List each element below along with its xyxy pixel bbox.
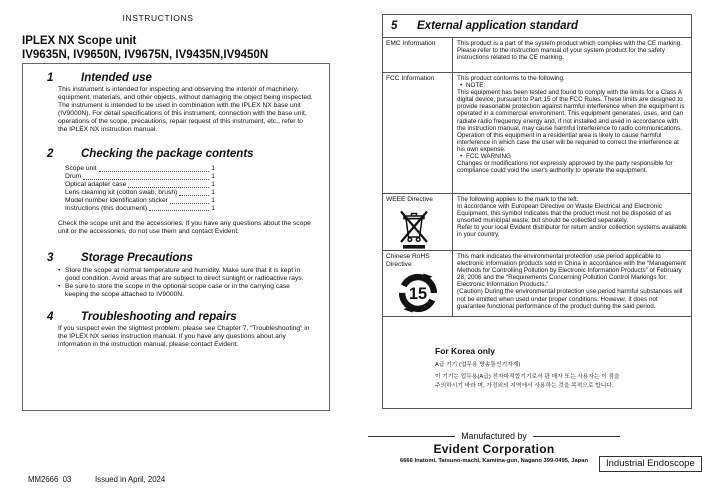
bullet-text: • Store the scope at normal temperature and humidity. Make sure that it is kept in good condition. Avoid areas that are subject to direct sunlight or radioactive rays. — [65, 267, 304, 283]
item-qty: 1 — [211, 180, 215, 188]
item-qty: 1 — [211, 204, 215, 212]
section-troubleshooting — [23, 311, 319, 349]
section-package-contents — [23, 148, 319, 236]
left-sections-box — [22, 63, 330, 411]
section-3-body — [58, 267, 313, 299]
bullet-item — [58, 267, 313, 283]
manufacturer-name: Evident Corporation — [433, 442, 555, 456]
row-content — [453, 73, 691, 193]
paragraph: In accordance with European Directive on Waste Electrical and Electronic Equipment, this symbol indicates that the product must not be disposed of as unsorted municipal waste, but should be collected separately. — [457, 203, 672, 225]
section-3-title: Storage Precautions — [81, 252, 193, 265]
list-item — [65, 197, 215, 205]
row-label — [383, 251, 453, 316]
weee-bin-icon — [398, 209, 430, 249]
section-5-heading — [383, 15, 691, 37]
document-code: MM2666 03 — [28, 475, 72, 484]
instructions-header: INSTRUCTIONS — [122, 13, 194, 23]
section-1-number: 1 — [47, 72, 54, 84]
paragraph: This mark indicates the environmental protection use period applicable to electronic information products sold in China in accordance with the “Management Methods for Controlling Pollution by Electronic Information Products” of February 28, 2006 and the “Requirements Concerning Pollution Control Markings for Electronic Information Products.” — [457, 253, 686, 289]
row-label: FCC Information — [383, 73, 453, 193]
section-4-title: Troubleshooting and repairs — [81, 311, 237, 324]
issue-date: Issued in April, 2024 — [95, 475, 166, 484]
document-title-line2: IV9635N, IV9650N, IV9675N, IV9435N,IV9450N — [22, 49, 269, 61]
rule-line — [368, 436, 455, 437]
document-title-line1: IPLEX NX Scope unit — [22, 35, 137, 47]
item-qty: 1 — [211, 196, 215, 204]
korea-line: 이 기기는 업무용(A급) 전자파적합기기로서 판 매자 또는 사용자는 이 점을 — [435, 374, 620, 380]
manufacturer-block — [368, 431, 620, 464]
table-row-weee — [383, 193, 691, 250]
list-item — [65, 173, 215, 181]
item-label: Lens cleaning kit (cotton swab, brush) — [65, 188, 178, 196]
rule-line — [533, 436, 620, 437]
section-4-heading — [23, 311, 319, 324]
section-1-title: Intended use — [81, 72, 152, 84]
paragraph: Changes or modifications not expressly approved by the party responsible for compliance could void the user's authority to operate the equipment. — [457, 160, 673, 175]
dotted-leader — [149, 210, 209, 211]
bullet-text: • NOTE: — [466, 82, 486, 90]
paragraph: Operation of this equipment in a residential area is likely to cause harmful interference in which case the user will be required to correct the interference at his own expense. — [457, 131, 679, 153]
section-1-heading — [23, 72, 319, 85]
section-3-heading — [23, 252, 319, 265]
korea-notice-title: For Korea only — [435, 346, 495, 356]
section-2-heading — [23, 148, 319, 161]
rohs-years-number: 15 — [408, 285, 428, 304]
package-contents-note: Check the scope unit and the accessories. If you have any questions about the scope unit or the accessories, do not use them and contact Evident. — [58, 220, 311, 236]
manufactured-by-label: Manufactured by — [461, 431, 527, 441]
list-item — [65, 205, 215, 213]
section-1-body — [58, 86, 313, 134]
row-label: EMC Information — [383, 38, 453, 72]
package-contents-list — [65, 165, 215, 212]
item-label: Model number identification sticker — [65, 196, 168, 204]
table-row-rohs — [383, 250, 691, 317]
list-item — [65, 165, 215, 173]
section-2-number: 2 — [47, 148, 54, 160]
dotted-leader — [170, 203, 209, 204]
section-5-title: External application standard — [417, 20, 579, 32]
row-label — [383, 194, 453, 250]
section-intended-use — [23, 72, 319, 134]
item-label: Drum — [65, 172, 82, 180]
dotted-leader — [128, 187, 209, 188]
bullet-text: • Be sure to store the scope in the optional scope case or in the carrying case keeping the scope attached to IV9000N. — [65, 283, 290, 299]
section-5-number: 5 — [391, 20, 398, 32]
item-qty: 1 — [211, 188, 215, 196]
paragraph: (Caution) During the environmental protection use period harmful substances will not be emitted when used under proper conditions. However, it does not guarantee functional performance of the product during the said period. — [457, 288, 683, 310]
item-qty: 1 — [211, 165, 215, 172]
section-4-number: 4 — [47, 311, 54, 324]
item-label: Scope unit — [65, 165, 97, 172]
bullet-item — [460, 153, 687, 160]
korea-line: 주의하시기 바라 며, 가정외의 지역에서 사용하는 것을 목적으로 합니다. — [435, 383, 614, 389]
paragraph: This product is a part of the system product which complies with the CE marking. — [457, 40, 683, 47]
manufactured-by-row — [368, 431, 620, 441]
dotted-leader — [99, 171, 210, 172]
china-rohs-icon — [398, 273, 438, 313]
section-2-title: Checking the package contents — [81, 148, 254, 160]
korea-notice — [435, 346, 665, 391]
dotted-leader — [179, 195, 209, 196]
paragraph: This product conforms to the following. — [457, 75, 565, 82]
korea-notice-body — [435, 373, 665, 391]
manufacturer-address: 6666 Inatomi, Tatsuno-machi, Kamiina-gun, Nagano 399-0495, Japan — [399, 458, 589, 464]
product-category-box: Industrial Endoscope — [599, 456, 702, 472]
item-qty: 1 — [211, 172, 215, 180]
paragraph: This equipment has been tested and found to comply with the limits for a Class A digital device, pursuant to Part 15 of the FCC Rules. These limits are designed to provide reasonable protection against harmful interference when the equipment is operated in a commercial environment. This equipment generates, uses, and can radiate radio frequency energy and, if not installed and used in accordance with the instruction manual, may cause harmful interference to radio communications. — [457, 89, 685, 132]
table-row-emc — [383, 37, 691, 72]
paragraph: If you suspect even the slightest problem, please see Chapter 7, “Troubleshooting” in the IPLEX NX series instruction manual. If you have any questions about any information in the instruction manual, please contact Evident. — [58, 325, 310, 349]
paragraph: Refer to your local Evident distributor for return and/or collection systems available in your country. — [457, 224, 687, 239]
list-item — [65, 181, 215, 189]
row-content — [453, 251, 691, 316]
bullet-text: • FCC WARNING — [466, 153, 511, 161]
paragraph: The instrument is intended to be used in combination with the IPLEX NX base unit (IV9000N). For detail specifications of this instrument, connection with the base unit, operations of the scope, precautions, repair request of this instrument, etc., refer to the IPLEX NX instruction manual. — [58, 102, 307, 133]
list-item — [65, 189, 215, 197]
korea-class-line: A급 기기 (업무용 방송통신기자재) — [435, 362, 521, 368]
paragraph: The following applies to the mark to the left. — [457, 196, 579, 203]
row-label-text: Chinese RoHS Directive — [386, 253, 430, 268]
paragraph: Please refer to the instruction manual of your system product for the safety instructions related to the CE marking. — [457, 47, 665, 62]
row-content — [453, 38, 691, 72]
table-row-fcc — [383, 72, 691, 193]
section-storage-precautions — [23, 252, 319, 299]
bullet-item — [460, 82, 687, 89]
item-label: Optical adapter case — [65, 180, 127, 188]
section-3-number: 3 — [47, 252, 54, 265]
bullet-item — [58, 283, 313, 299]
row-label-text: WEEE Directive — [386, 196, 433, 203]
section-4-body — [58, 325, 313, 349]
document-title — [22, 34, 268, 62]
dotted-leader — [83, 179, 209, 180]
row-content — [453, 194, 691, 250]
item-label: Instructions (this document) — [65, 204, 148, 212]
paragraph: This instrument is intended for inspecting and observing the interior of machinery, equipment, materials, and other objects, without damaging the object being inspected. — [58, 86, 313, 101]
